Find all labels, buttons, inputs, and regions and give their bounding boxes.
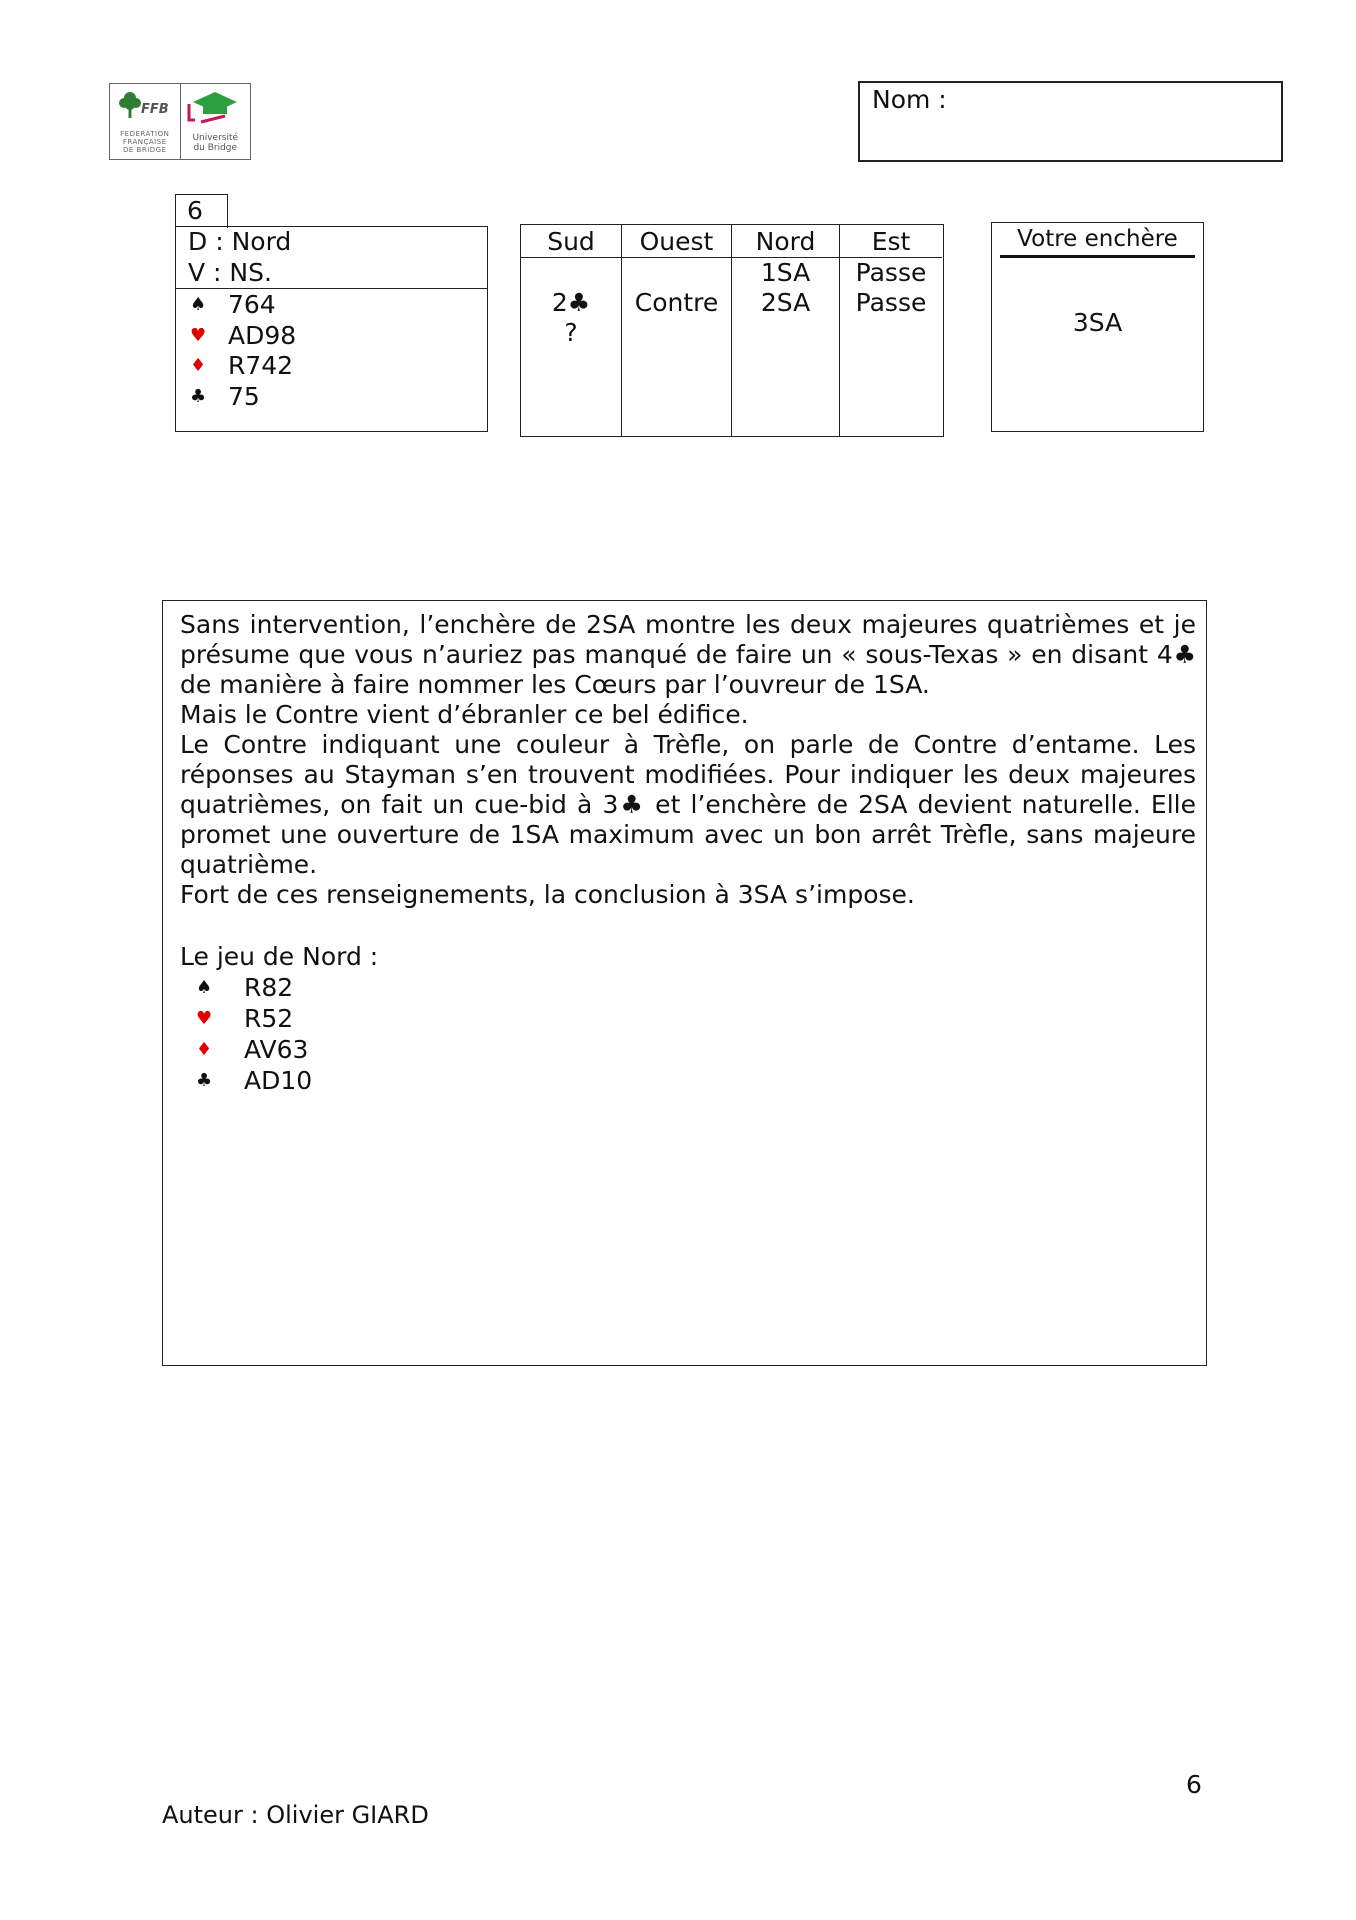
bid-header-sud: Sud — [521, 225, 621, 258]
votre-enchere-box — [991, 222, 1204, 432]
bidding-table — [520, 224, 944, 437]
bid-cell — [521, 258, 621, 288]
south-hand-box — [175, 226, 488, 432]
author: Auteur : Olivier GIARD — [162, 1801, 429, 1829]
explanation-p2: Mais le Contre vient d’ébranler ce bel édifice. — [180, 700, 749, 729]
bid-cell: Passe — [855, 258, 927, 287]
bid-cell — [840, 318, 942, 348]
diamond-icon: ♦ — [190, 355, 207, 377]
ffb-sub-2: FRANÇAISE — [122, 138, 167, 146]
universite-logo-panel — [181, 84, 251, 159]
nord-clubs-cards: AD10 — [244, 1066, 313, 1095]
heart-icon: ♥ — [190, 324, 207, 346]
clubs-cards: 75 — [228, 382, 260, 412]
bid-cell — [622, 318, 731, 348]
club-icon: ♣ — [196, 1070, 213, 1091]
deal-number: 6 — [175, 194, 228, 228]
bid-cell: ? — [564, 318, 578, 347]
bid-header-nord: Nord — [732, 225, 839, 258]
bid-column-nord — [732, 225, 840, 436]
bid-cell: 1SA — [760, 258, 811, 287]
nord-diamonds-cards: AV63 — [244, 1035, 309, 1064]
title-underline — [1000, 255, 1195, 258]
bid-cell: 2SA — [760, 288, 811, 317]
votre-enchere-answer: 3SA — [1072, 308, 1123, 337]
nord-diamonds-row — [180, 1034, 1196, 1065]
graduation-cap-icon — [181, 86, 250, 132]
bid-cell: 2♣ — [551, 288, 591, 317]
ffb-sub-3: DE BRIDGE — [122, 146, 167, 154]
nom-label: Nom : — [872, 85, 947, 114]
club-icon: ♣ — [190, 386, 207, 408]
ffb-logo-panel — [110, 84, 181, 159]
diamonds-row — [176, 351, 487, 382]
tree-icon — [110, 88, 179, 134]
bid-column-est — [840, 225, 942, 436]
diamonds-cards: R742 — [228, 351, 294, 381]
bid-header-est: Est — [840, 225, 942, 258]
explanation-p1: Sans intervention, l’enchère de 2SA montre les deux majeures quatrièmes et je présume que vous n’auriez pas manqué de faire un « sous-Texas » en disant 4♣ de manière à faire nommer les Cœurs par l’ouvreur de 1SA. — [180, 610, 1196, 699]
bid-column-sud — [521, 225, 622, 436]
ffb-sub-1: FEDERATION — [120, 130, 170, 138]
donneur: D : Nord — [188, 227, 292, 256]
bid-cell — [622, 258, 731, 288]
spade-icon: ♠ — [190, 294, 207, 315]
nord-hand-title: Le jeu de Nord : — [180, 942, 379, 971]
deal-info — [176, 227, 487, 289]
universite-text-1: Université — [192, 133, 239, 143]
nom-field[interactable] — [858, 81, 1283, 162]
spades-row — [176, 290, 487, 321]
south-hand — [176, 289, 487, 413]
nord-spades-row — [180, 972, 1196, 1003]
bid-column-ouest — [622, 225, 732, 436]
hearts-row — [176, 321, 487, 352]
nord-hearts-row — [180, 1003, 1196, 1034]
universite-text-2: du Bridge — [193, 143, 238, 153]
hearts-cards: AD98 — [228, 320, 297, 350]
bid-cell — [732, 318, 839, 348]
explanation-box — [162, 600, 1207, 1366]
bid-cell: Contre — [634, 288, 719, 317]
bid-header-ouest: Ouest — [622, 225, 731, 258]
explanation-p3: Le Contre indiquant une couleur à Trèfle, on parle de Contre d’entame. Les réponses au Stayman s’en trouvent modifiées. Pour indiquer les deux majeures quatrièmes, on fait un cue-bid à 3♣ et l’enchère de 2SA devient naturelle. Elle promet une ouverture de 1SA maximum avec un bon arrêt Trèfle, sans majeure quatrième. — [180, 730, 1196, 879]
diamond-icon: ♦ — [196, 1039, 213, 1060]
votre-enchere-title: Votre enchère — [1017, 226, 1178, 252]
vulnerabilite: V : NS. — [188, 257, 272, 287]
spades-cards: 764 — [228, 290, 276, 319]
spade-icon: ♠ — [196, 977, 213, 998]
heart-icon: ♥ — [196, 1008, 213, 1029]
bid-cell: Passe — [855, 288, 927, 317]
explanation-p4: Fort de ces renseignements, la conclusion à 3SA s’impose. — [180, 880, 915, 909]
ffb-text: FFB — [141, 102, 169, 117]
nord-hearts-cards: R52 — [244, 1004, 294, 1033]
nord-spades-cards: R82 — [244, 973, 294, 1002]
clubs-row — [176, 382, 487, 413]
nord-clubs-row — [180, 1065, 1196, 1096]
page-number: 6 — [1186, 1770, 1202, 1799]
ffb-logo — [109, 83, 251, 160]
